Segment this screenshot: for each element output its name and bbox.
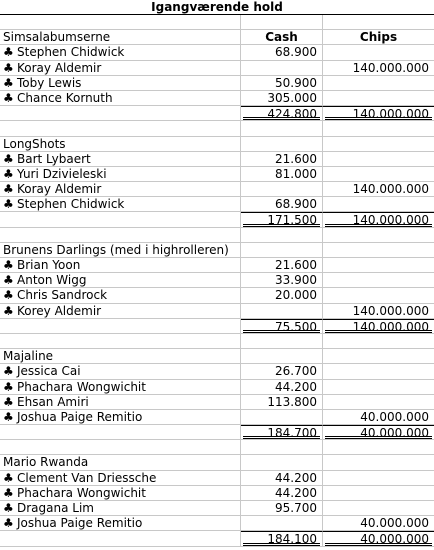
player-cash: 68.900: [241, 45, 323, 59]
double-underline: [325, 436, 432, 439]
club-icon: ♣: [3, 273, 14, 288]
club-icon: ♣: [3, 60, 14, 75]
player-cash: 21.600: [241, 258, 323, 272]
player-cell: [0, 273, 241, 287]
chips-header-cell: [323, 349, 434, 363]
player-name: Clement Van Driessche: [17, 470, 157, 485]
team-total-row: [0, 531, 434, 546]
player-chips: 140.000.000: [352, 182, 429, 197]
team-header-row: [0, 455, 434, 470]
team-header-row: [0, 349, 434, 364]
club-icon: ♣: [3, 288, 14, 303]
total-cash: [241, 212, 323, 226]
player-name: Phachara Wongwichit: [17, 485, 146, 500]
team-total-row: [0, 319, 434, 334]
cash-header-cell: [241, 243, 323, 257]
player-row: [0, 288, 434, 303]
chips-header-cell: [323, 455, 434, 469]
total-label-cell: [0, 106, 241, 120]
player-cell: [0, 258, 241, 272]
total-chips: [323, 531, 434, 545]
player-chips: [323, 273, 434, 287]
double-underline: [325, 117, 432, 120]
total-chips-value: 40.000.000: [360, 532, 429, 547]
player-cash: [241, 304, 323, 318]
chips-header-cell: [323, 243, 434, 257]
club-icon: ♣: [3, 258, 14, 272]
player-name: Joshua Paige Remitio: [17, 516, 143, 531]
player-row: [0, 516, 434, 531]
double-underline: [243, 330, 320, 333]
player-cash: 26.700: [241, 364, 323, 378]
player-name: Dragana Lim: [17, 501, 94, 515]
player-name: Korey Aldemir: [17, 303, 102, 318]
player-cash: 44.200: [241, 486, 323, 500]
player-chips: [323, 45, 434, 59]
player-cell: [0, 410, 241, 424]
double-underline: [243, 543, 320, 546]
player-chips: 140.000.000: [352, 60, 429, 75]
team-header-row: [0, 30, 434, 45]
club-icon: ♣: [3, 182, 14, 197]
player-cash: 33.900: [241, 273, 323, 287]
total-chips: [323, 106, 434, 120]
player-cash: [241, 182, 323, 196]
player-cell: [0, 288, 241, 302]
player-cell: [0, 167, 241, 181]
player-name: Joshua Paige Remitio: [17, 409, 143, 424]
player-row: [0, 167, 434, 182]
team-header-row: [0, 243, 434, 258]
double-underline: [243, 117, 320, 120]
player-row: [0, 501, 434, 516]
blank-row: [0, 121, 434, 136]
cash-header: Cash: [241, 30, 323, 44]
player-row: [0, 76, 434, 91]
total-cash-value: 184.100: [267, 532, 317, 547]
team-name: Simsalabumserne: [0, 30, 241, 44]
player-cell: [0, 182, 241, 196]
total-cash: [241, 319, 323, 333]
double-underline: [243, 436, 320, 439]
player-name: Chris Sandrock: [17, 288, 108, 303]
cash-header-cell: [241, 137, 323, 151]
player-row: [0, 197, 434, 212]
player-chips: 40.000.000: [360, 409, 429, 424]
total-label-cell: [0, 531, 241, 545]
player-chips: [323, 486, 434, 500]
player-cell: [0, 61, 241, 75]
player-chips: 140.000.000: [352, 303, 429, 318]
player-chips: [323, 258, 434, 272]
player-chips: [323, 288, 434, 302]
cash-header-cell: [241, 455, 323, 469]
sheet-title-text: Igangværende hold: [151, 0, 283, 14]
player-cash: 113.800: [241, 395, 323, 409]
player-chips: [323, 364, 434, 378]
player-cell: [0, 152, 241, 166]
club-icon: ♣: [3, 75, 14, 90]
player-cell: [0, 516, 241, 530]
double-underline: [325, 330, 432, 333]
player-name: Jessica Cai: [17, 364, 81, 379]
team-total-row: [0, 212, 434, 227]
player-cell: [0, 91, 241, 105]
team-name: LongShots: [0, 137, 241, 151]
player-row: [0, 364, 434, 379]
player-name: Phachara Wongwichit: [17, 379, 146, 394]
club-icon: ♣: [3, 197, 14, 212]
player-cash: 44.200: [241, 380, 323, 394]
player-cell: [0, 197, 241, 211]
player-cell: [0, 76, 241, 90]
player-chips: [323, 395, 434, 409]
player-chips: 40.000.000: [360, 516, 429, 531]
total-chips: [323, 212, 434, 226]
player-name: Stephen Chidwick: [17, 45, 125, 60]
player-name: Toby Lewis: [17, 75, 82, 90]
player-name: Bart Lybaert: [17, 151, 91, 166]
team-name: Majaline: [0, 349, 241, 363]
player-cell: [0, 364, 241, 378]
club-icon: ♣: [3, 516, 14, 531]
club-icon: ♣: [3, 90, 14, 105]
player-cash: 305.000: [241, 91, 323, 105]
player-name: Ehsan Amiri: [17, 394, 89, 409]
total-chips-value: 140.000.000: [352, 107, 429, 122]
player-row: [0, 61, 434, 76]
player-chips: [323, 76, 434, 90]
blank-row: [0, 440, 434, 455]
double-underline: [243, 224, 320, 227]
player-row: [0, 471, 434, 486]
team-name: Mario Rwanda: [0, 455, 241, 469]
double-underline: [325, 224, 432, 227]
club-icon: ♣: [3, 409, 14, 424]
total-chips: [323, 319, 434, 333]
total-label-cell: [0, 425, 241, 439]
player-cash: 20.000: [241, 288, 323, 302]
player-row: [0, 410, 434, 425]
player-name: Koray Aldemir: [17, 60, 102, 75]
player-row: [0, 91, 434, 106]
player-name: Chance Kornuth: [17, 90, 113, 105]
player-chips: [323, 501, 434, 515]
player-cell: [0, 471, 241, 485]
player-cash: 95.700: [241, 501, 323, 515]
player-row: [0, 486, 434, 501]
club-icon: ♣: [3, 364, 14, 379]
player-row: [0, 380, 434, 395]
club-icon: ♣: [3, 470, 14, 485]
club-icon: ♣: [3, 394, 14, 409]
player-row: [0, 273, 434, 288]
player-name: Yuri Dzivieleski: [17, 166, 107, 181]
club-icon: ♣: [3, 166, 14, 181]
player-cell: [0, 395, 241, 409]
player-cash: 81.000: [241, 167, 323, 181]
blank-row: [0, 228, 434, 243]
player-name: Koray Aldemir: [17, 182, 102, 197]
teams-container: [0, 30, 434, 546]
total-cash: [241, 425, 323, 439]
player-cell: [0, 304, 241, 318]
chips-header-cell: [323, 137, 434, 151]
player-cell: [0, 380, 241, 394]
player-cash: [241, 61, 323, 75]
player-chips: [323, 91, 434, 105]
total-label-cell: [0, 212, 241, 226]
player-name: Brian Yoon: [17, 258, 81, 272]
total-cash: [241, 531, 323, 545]
player-name: Stephen Chidwick: [17, 197, 125, 212]
player-cash: 50.900: [241, 76, 323, 90]
blank-row: [0, 15, 434, 30]
player-chips: [323, 380, 434, 394]
player-row: [0, 45, 434, 60]
team-name: Brunens Darlings (med i highrolleren): [0, 243, 241, 257]
player-cell: [0, 45, 241, 59]
total-cash-value: 424.800: [267, 107, 317, 122]
player-row: [0, 182, 434, 197]
total-cash: [241, 106, 323, 120]
player-cash: 68.900: [241, 197, 323, 211]
cash-header-cell: [241, 349, 323, 363]
total-chips-value: 140.000.000: [352, 319, 429, 334]
total-label-cell: [0, 319, 241, 333]
player-chips: [323, 197, 434, 211]
player-name: Anton Wigg: [17, 273, 87, 288]
club-icon: ♣: [3, 485, 14, 500]
player-cell: [0, 501, 241, 515]
player-chips: [323, 167, 434, 181]
chips-header: Chips: [359, 30, 398, 45]
player-row: [0, 152, 434, 167]
player-row: [0, 395, 434, 410]
total-cash-value: 171.500: [267, 213, 317, 228]
player-cash: [241, 410, 323, 424]
blank-row: [0, 334, 434, 349]
club-icon: ♣: [3, 501, 14, 515]
total-chips-value: 140.000.000: [352, 213, 429, 228]
player-row: [0, 258, 434, 273]
player-cash: [241, 516, 323, 530]
club-icon: ♣: [3, 303, 14, 318]
club-icon: ♣: [3, 45, 14, 60]
club-icon: ♣: [3, 151, 14, 166]
total-cash-value: 184.700: [267, 426, 317, 441]
total-chips: [323, 425, 434, 439]
club-icon: ♣: [3, 379, 14, 394]
team-total-row: [0, 106, 434, 121]
player-cell: [0, 486, 241, 500]
player-chips: [323, 152, 434, 166]
player-cash: 21.600: [241, 152, 323, 166]
total-chips-value: 40.000.000: [360, 426, 429, 441]
player-chips: [323, 471, 434, 485]
player-cash: 44.200: [241, 471, 323, 485]
double-underline: [325, 543, 432, 546]
player-row: [0, 304, 434, 319]
sheet-title: [0, 0, 434, 15]
team-header-row: [0, 137, 434, 152]
team-total-row: [0, 425, 434, 440]
total-cash-value: 75.500: [275, 319, 317, 334]
